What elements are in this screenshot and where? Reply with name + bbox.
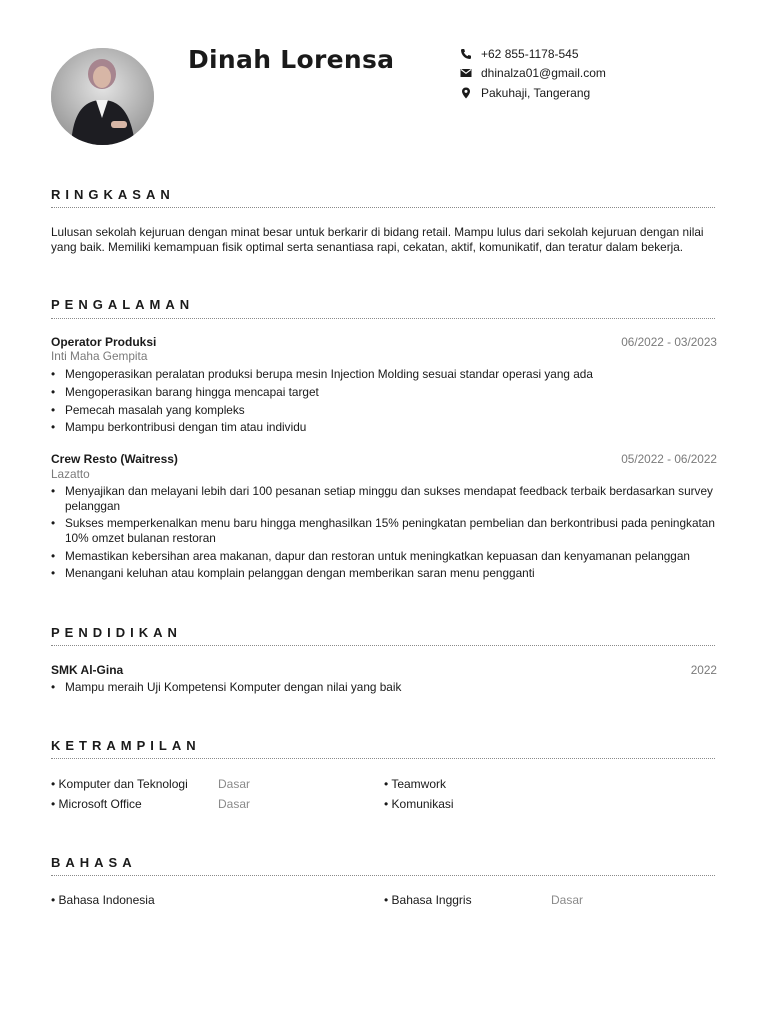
list-item: • Menangani keluhan atau komplain pelanggan dengan memberikan saran menu pengganti: [51, 566, 716, 581]
job-role: Crew Resto (Waitress): [51, 452, 178, 466]
skill-name: • Komputer dan Teknologi: [51, 777, 188, 791]
languages-heading: BAHASA: [51, 855, 137, 870]
skill-level: Dasar: [218, 777, 251, 791]
list-item: • Mengoperasikan barang hingga mencapai target: [51, 385, 716, 400]
skill-name: • Teamwork: [384, 777, 446, 791]
job-bullets: [51, 484, 716, 584]
contact-location: [460, 85, 590, 101]
location-text: Pakuhaji, Tangerang: [481, 86, 591, 100]
skills-heading: KETRAMPILAN: [51, 738, 201, 753]
job-role: Operator Produksi: [51, 335, 157, 349]
job-dates: 06/2022 - 03/2023: [621, 335, 717, 349]
skill-name: • Komunikasi: [384, 797, 454, 811]
divider: [51, 207, 715, 208]
list-item: • Menyajikan dan melayani lebih dari 100 pesanan setiap minggu dan sukses mendapat feedback terbaik berdasarkan survey pelanggan: [51, 484, 716, 513]
list-item: • Mampu berkontribusi dengan tim atau individu: [51, 420, 716, 435]
list-item: • Mampu meraih Uji Kompetensi Komputer dengan nilai yang baik: [51, 680, 716, 695]
skill-name: • Microsoft Office: [51, 797, 142, 811]
phone-icon: [460, 48, 472, 60]
job-dates: 05/2022 - 06/2022: [621, 452, 717, 466]
divider: [51, 758, 715, 759]
divider: [51, 645, 715, 646]
school-name: SMK Al-Gina: [51, 663, 124, 677]
experience-heading: PENGALAMAN: [51, 297, 195, 312]
candidate-name: Dinah Lorensa: [188, 45, 395, 74]
location-pin-icon: [460, 87, 472, 99]
divider: [51, 318, 715, 319]
profile-photo: [51, 48, 154, 145]
list-item: • Sukses memperkenalkan menu baru hingga menghasilkan 15% peningkatan pembelian dan berkontribusi pada peningkatan 10% omzet bulanan restoran: [51, 516, 716, 545]
email-text: dhinalza01@gmail.com: [481, 66, 606, 80]
graduation-year: 2022: [690, 663, 717, 677]
summary-heading: RINGKASAN: [51, 187, 175, 202]
summary-text: Lulusan sekolah kejuruan dengan minat besar untuk berkarir di bidang retail. Mampu lulus dari sekolah kejuruan dengan nilai yang baik. Memiliki kemampuan fisik optimal serta senantiasa rapi, cekatan, aktif, komunikatif, dan teratur dalam bekerja.: [51, 225, 704, 254]
mail-icon: [460, 67, 472, 79]
job-bullets: [51, 367, 716, 438]
education-heading: PENDIDIKAN: [51, 625, 182, 640]
list-item: • Mengoperasikan peralatan produksi berupa mesin Injection Molding sesuai standar operasi yang ada: [51, 367, 716, 382]
list-item: • Pemecah masalah yang kompleks: [51, 403, 716, 418]
language-name: • Bahasa Indonesia: [51, 893, 155, 907]
contact-email: [460, 65, 606, 81]
contact-phone: [460, 46, 579, 62]
job-company: Inti Maha Gempita: [51, 349, 148, 363]
language-name: • Bahasa Inggris: [384, 893, 472, 907]
phone-text: +62 855-1178-545: [481, 47, 579, 61]
language-level: Dasar: [551, 893, 584, 907]
divider: [51, 875, 715, 876]
job-company: Lazatto: [51, 467, 90, 481]
skill-level: Dasar: [218, 797, 251, 811]
list-item: • Memastikan kebersihan area makanan, dapur dan restoran untuk meningkatkan kepuasan dan kenyamanan pelanggan: [51, 549, 716, 564]
education-bullets: [51, 680, 716, 698]
